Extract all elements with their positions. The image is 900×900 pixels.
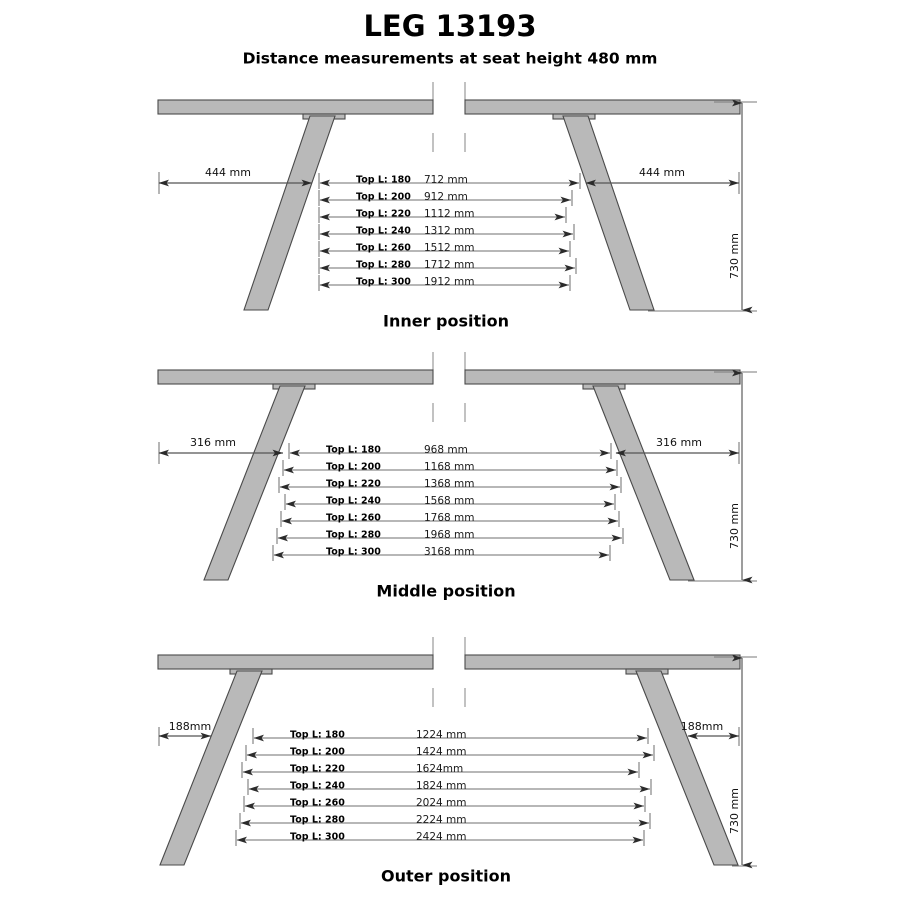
row-value: 1712 mm [424, 259, 475, 271]
row-value: 2424 mm [416, 831, 467, 843]
label-height-middle: 730 mm [728, 503, 741, 549]
page-title: LEG 13193 [363, 9, 537, 43]
row-value: 1512 mm [424, 242, 475, 254]
row-value: 1912 mm [424, 276, 475, 288]
row-value: 912 mm [424, 191, 468, 203]
label-height-outer: 730 mm [728, 788, 741, 834]
label-left-offset-inner: 444 mm [205, 166, 251, 179]
row-top-label: Top L: 200 [356, 191, 411, 203]
row-top-label: Top L: 300 [356, 276, 411, 288]
tabletop-right-inner [465, 100, 740, 114]
row-top-label: Top L: 200 [290, 746, 345, 758]
row-value: 1968 mm [424, 529, 475, 541]
row-top-label: Top L: 240 [326, 495, 381, 507]
caption-inner: Inner position [382, 311, 510, 331]
row-top-label: Top L: 220 [290, 763, 345, 775]
row-top-label: Top L: 240 [356, 225, 411, 237]
label-height-inner: 730 mm [728, 233, 741, 279]
row-top-label: Top L: 260 [326, 512, 381, 524]
row-value: 1824 mm [416, 780, 467, 792]
row-value: 1568 mm [424, 495, 475, 507]
row-top-label: Top L: 180 [326, 444, 381, 456]
row-value: 1768 mm [424, 512, 475, 524]
row-value: 3168 mm [424, 546, 475, 558]
row-value: 712 mm [424, 174, 468, 186]
row-top-label: Top L: 220 [356, 208, 411, 220]
tabletop-left-middle [158, 370, 433, 384]
row-value: 1424 mm [416, 746, 467, 758]
label-left-offset-outer: 188mm [168, 720, 212, 733]
row-top-label: Top L: 180 [290, 729, 345, 741]
row-value: 2224 mm [416, 814, 467, 826]
row-top-label: Top L: 200 [326, 461, 381, 473]
row-value: 1312 mm [424, 225, 475, 237]
row-top-label: Top L: 300 [290, 831, 345, 843]
tabletop-left-outer [158, 655, 433, 669]
row-top-label: Top L: 260 [290, 797, 345, 809]
row-value: 1224 mm [416, 729, 467, 741]
caption-middle: Middle position [376, 581, 516, 601]
label-left-offset-middle: 316 mm [190, 436, 236, 449]
row-top-label: Top L: 300 [326, 546, 381, 558]
row-top-label: Top L: 280 [356, 259, 411, 271]
row-top-label: Top L: 220 [326, 478, 381, 490]
tabletop-left-inner [158, 100, 433, 114]
label-right-offset-outer: 188mm [680, 720, 724, 733]
tabletop-right-middle [465, 370, 740, 384]
row-top-label: Top L: 280 [290, 814, 345, 826]
page-subtitle: Distance measurements at seat height 480 mm [242, 49, 658, 68]
row-value: 968 mm [424, 444, 468, 456]
row-value: 1168 mm [424, 461, 475, 473]
row-value: 1368 mm [424, 478, 475, 490]
tabletop-right-outer [465, 655, 740, 669]
row-value: 1624mm [416, 763, 464, 775]
row-value: 1112 mm [424, 208, 475, 220]
label-right-offset-middle: 316 mm [656, 436, 702, 449]
row-top-label: Top L: 180 [356, 174, 411, 186]
caption-outer: Outer position [381, 866, 511, 886]
label-right-offset-inner: 444 mm [639, 166, 685, 179]
row-top-label: Top L: 240 [290, 780, 345, 792]
row-top-label: Top L: 280 [326, 529, 381, 541]
row-value: 2024 mm [416, 797, 467, 809]
row-top-label: Top L: 260 [356, 242, 411, 254]
